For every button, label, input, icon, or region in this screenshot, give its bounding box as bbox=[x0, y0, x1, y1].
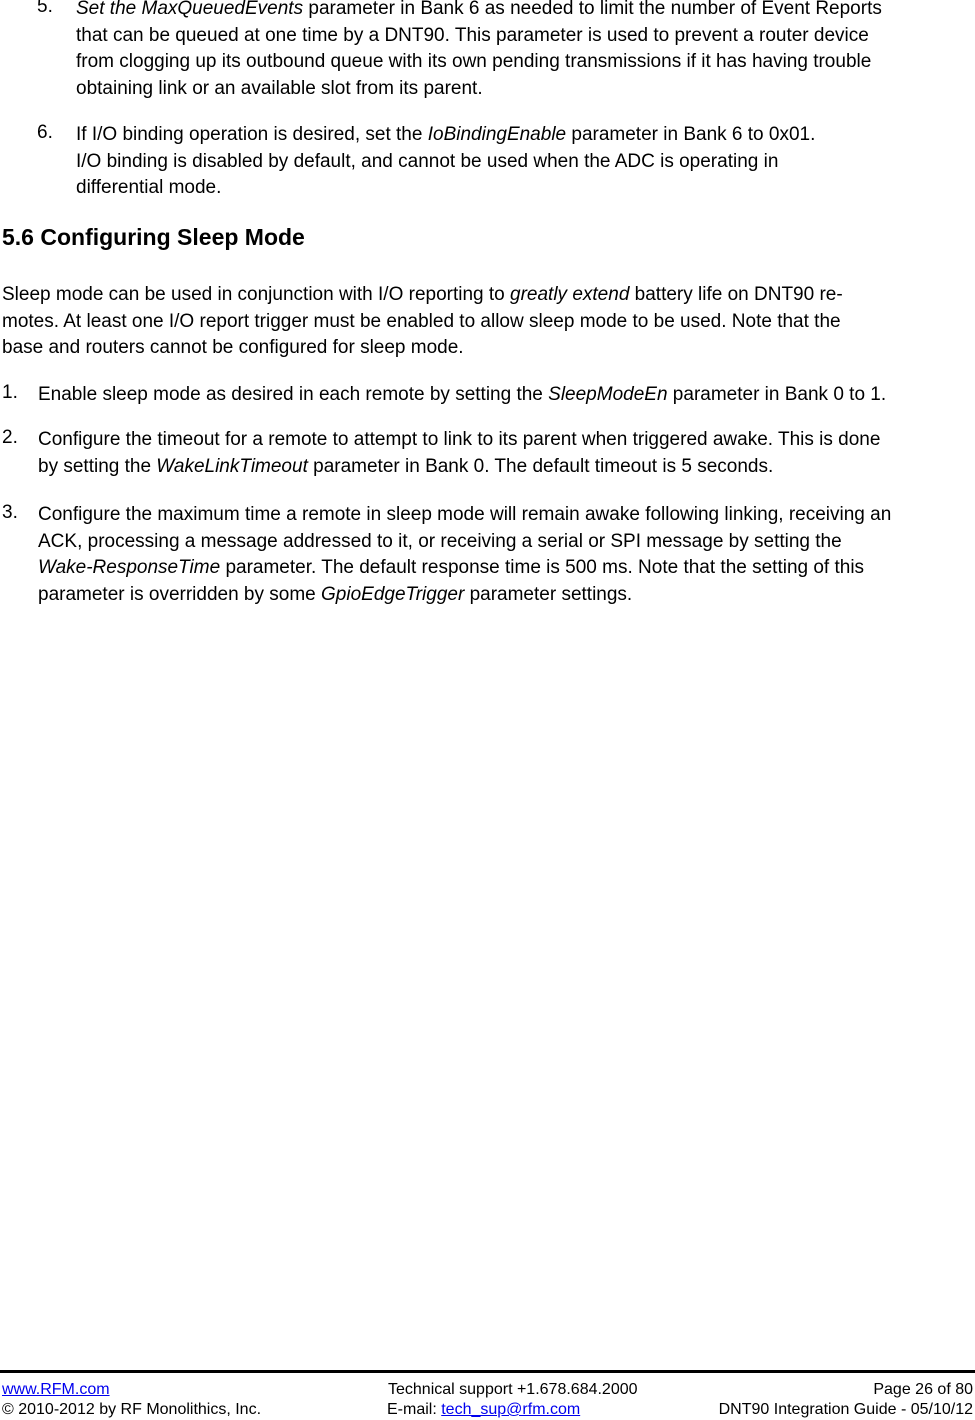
section-heading: 5.6 Configuring Sleep Mode bbox=[2, 224, 305, 250]
parameter-name: GpioEdgeTrigger bbox=[321, 583, 465, 605]
copyright-text: © 2010-2012 by RF Monolithics, Inc. bbox=[2, 1401, 262, 1418]
list-item-text bbox=[76, 122, 815, 202]
support-phone: Technical support +1.678.684.2000 bbox=[388, 1381, 638, 1398]
text-run: obtaining link or an available slot from its parent. bbox=[76, 77, 483, 99]
text-line bbox=[76, 0, 882, 23]
website-link[interactable]: www.RFM.com bbox=[2, 1381, 110, 1398]
text-line bbox=[76, 149, 815, 176]
list-number: 6. bbox=[37, 122, 53, 143]
text-line bbox=[38, 555, 891, 582]
step-text bbox=[38, 382, 886, 409]
text-run: from clogging up its outbound queue with its own pending transmissions if it has having trouble bbox=[76, 51, 872, 72]
text-line bbox=[76, 49, 882, 76]
text-line bbox=[2, 309, 843, 336]
text-run: Sleep mode can be used in conjunction with I/O reporting to bbox=[2, 284, 511, 305]
parameter-name: greatly extend bbox=[510, 284, 630, 305]
text-run: parameter is overridden by some bbox=[38, 583, 322, 605]
parameter-name: SleepModeEn bbox=[548, 384, 668, 405]
text-run: by setting the bbox=[38, 455, 157, 477]
text-run: parameter in Bank 0 to 1. bbox=[667, 384, 887, 405]
text-run: Enable sleep mode as desired in each remote by setting the bbox=[38, 384, 549, 405]
text-line bbox=[38, 454, 880, 481]
support-email bbox=[387, 1400, 580, 1420]
intro-paragraph bbox=[2, 282, 843, 362]
text-run: base and routers cannot be configured for sleep mode. bbox=[2, 337, 464, 358]
text-line bbox=[2, 335, 843, 362]
text-run: If I/O binding operation is desired, set the bbox=[76, 124, 428, 145]
text-run: battery life on DNT90 re- bbox=[629, 284, 843, 305]
email-link[interactable]: tech_sup@rfm.com bbox=[441, 1401, 581, 1418]
text-line bbox=[2, 282, 843, 309]
text-line bbox=[38, 502, 891, 529]
text-line bbox=[76, 122, 815, 149]
text-line bbox=[76, 23, 882, 50]
parameter-name: IoBindingEnable bbox=[427, 124, 567, 145]
text-run: parameter in Bank 6 to 0x01. bbox=[566, 124, 816, 145]
email-label: E-mail: bbox=[387, 1401, 442, 1418]
step-text bbox=[38, 502, 891, 608]
step-number: 1. bbox=[2, 382, 18, 403]
text-run: Configure the timeout for a remote to attempt to link to its parent when triggered awake. This is done bbox=[38, 429, 881, 450]
text-run: parameter in Bank 0. The default timeout is 5 seconds. bbox=[307, 455, 774, 477]
text-line bbox=[38, 427, 880, 454]
text-line bbox=[38, 582, 891, 609]
footer-rule bbox=[0, 1370, 975, 1373]
step-number: 2. bbox=[2, 427, 18, 448]
parameter-name: Wake-ResponseTime bbox=[38, 557, 221, 578]
parameter-name: Set the MaxQueuedEvents bbox=[76, 0, 304, 19]
text-run: motes. At least one I/O report trigger must be enabled to allow sleep mode to be used. Note that the bbox=[2, 310, 841, 332]
text-run: ACK, processing a message addressed to it, or receiving a serial or SPI message by setting the bbox=[38, 530, 842, 552]
text-run: parameter. The default response time is 500 ms. Note that the setting of this bbox=[220, 557, 865, 578]
text-run: I/O binding is disabled by default, and cannot be used when the ADC is operating in bbox=[76, 150, 779, 172]
list-number: 5. bbox=[37, 0, 53, 17]
text-run: parameter settings. bbox=[464, 583, 633, 605]
text-line bbox=[38, 382, 886, 409]
step-number: 3. bbox=[2, 502, 18, 523]
text-line bbox=[76, 76, 882, 103]
guide-title: DNT90 Integration Guide - 05/10/12 bbox=[718, 1401, 973, 1418]
step-text bbox=[38, 427, 880, 480]
text-line bbox=[38, 529, 891, 556]
parameter-name: WakeLinkTimeout bbox=[156, 455, 308, 477]
list-item-text bbox=[76, 0, 882, 102]
page-number: Page 26 of 80 bbox=[873, 1381, 973, 1398]
text-run: Configure the maximum time a remote in sleep mode will remain awake following linking, receiving an bbox=[38, 504, 892, 525]
text-run: that can be queued at one time by a DNT90. This parameter is used to prevent a router device bbox=[76, 24, 869, 46]
text-run: differential mode. bbox=[76, 177, 222, 198]
text-line bbox=[76, 175, 815, 202]
text-run: parameter in Bank 6 as needed to limit the number of Event Reports bbox=[303, 0, 882, 19]
